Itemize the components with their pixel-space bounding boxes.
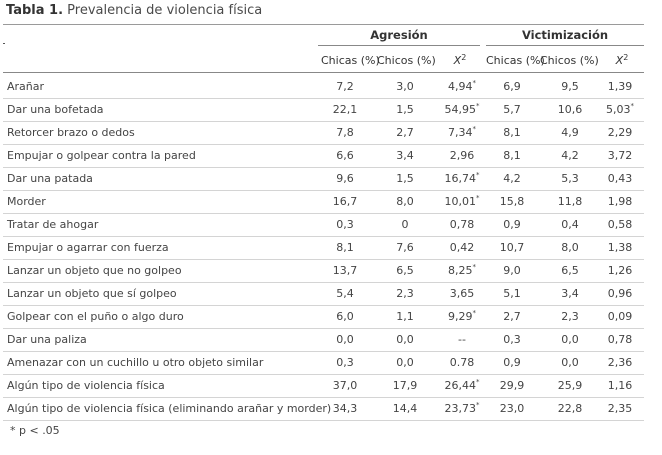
significance-marker: *: [630, 102, 634, 110]
table-cell: [487, 149, 537, 162]
cell-value: 1,16: [607, 379, 633, 392]
significance-marker: *: [476, 194, 480, 202]
cell-value: 0,9: [503, 356, 521, 369]
table-cell: [545, 103, 595, 116]
cell-value: 5,3: [561, 172, 579, 185]
significance-marker: *: [476, 102, 480, 110]
row-label: Lanzar un objeto que no golpeo: [7, 264, 182, 277]
cell-value: 5,03: [606, 103, 631, 116]
table-cell: [437, 126, 487, 139]
table-cell: [545, 149, 595, 162]
cell-value: 2,3: [396, 287, 414, 300]
table-cell: [380, 103, 430, 116]
significance-marker: *: [472, 309, 476, 317]
cell-value: 10,7: [499, 241, 525, 254]
cell-value: 0,78: [449, 218, 475, 231]
significance-marker: *: [476, 378, 480, 386]
table-cell: [320, 402, 370, 415]
table-cell: [437, 241, 487, 254]
table-cell: [600, 195, 640, 208]
cell-value: 0,0: [561, 333, 579, 346]
cell-value: 37,0: [332, 379, 358, 392]
cell-value: 5,4: [336, 287, 354, 300]
table-row: [3, 144, 644, 168]
table-row: [3, 75, 644, 99]
cell-value: 23,73: [444, 402, 476, 415]
table-cell: [545, 379, 595, 392]
col-header-agr-chicos: Chicos (%): [377, 54, 436, 67]
table-cell: [545, 356, 595, 369]
table-cell: [487, 264, 537, 277]
table-footnote: * p < .05: [10, 424, 60, 437]
top-rule: [3, 24, 644, 25]
cell-value: 3,65: [449, 287, 475, 300]
table-row: [3, 305, 644, 329]
cell-value: 0,3: [503, 333, 521, 346]
col-header-vic-chicos: Chicos (%): [540, 54, 599, 67]
cell-value: 6,0: [336, 310, 354, 323]
cell-value: 0,0: [561, 356, 579, 369]
table-cell: [380, 287, 430, 300]
table-cell: [545, 333, 595, 346]
table-cell: [380, 126, 430, 139]
table-cell: [487, 80, 537, 93]
table-cell: [437, 310, 487, 323]
table-row: [3, 351, 644, 375]
table-cell: [600, 310, 640, 323]
table-cell: [487, 287, 537, 300]
table-cell: [545, 287, 595, 300]
cell-value: 22,8: [557, 402, 583, 415]
table-cell: [320, 80, 370, 93]
table-cell: [600, 241, 640, 254]
significance-marker: *: [472, 125, 476, 133]
table-cell: [600, 287, 640, 300]
table-cell: [487, 172, 537, 185]
table-cell: [600, 356, 640, 369]
table-cell: [545, 402, 595, 415]
cell-value: 0,78: [607, 333, 633, 346]
row-label: Lanzar un objeto que sí golpeo: [7, 287, 177, 300]
chi-symbol: X: [615, 54, 624, 67]
table-cell: [437, 80, 487, 93]
row-label: Golpear con el puño o algo duro: [7, 310, 184, 323]
row-label: Tratar de ahogar: [7, 218, 99, 231]
group-rule-agresion: [318, 45, 480, 46]
table-cell: [380, 356, 430, 369]
cell-value: 1,1: [396, 310, 414, 323]
cell-value: 17,9: [392, 379, 418, 392]
cell-value: 7,2: [336, 80, 354, 93]
cell-value: 8,1: [336, 241, 354, 254]
row-label: Dar una paliza: [7, 333, 87, 346]
cell-value: 6,9: [503, 80, 521, 93]
table-cell: [487, 241, 537, 254]
table-cell: [437, 402, 487, 415]
table-row: [3, 374, 644, 398]
row-label: Algún tipo de violencia física (eliminando arañar y morder): [7, 402, 332, 415]
table-title: Prevalencia de violencia física: [63, 3, 263, 18]
table-cell: [437, 195, 487, 208]
table-cell: [600, 149, 640, 162]
cell-value: 15,8: [499, 195, 525, 208]
table-cell: [545, 126, 595, 139]
table-number: Tabla 1.: [6, 3, 64, 18]
cell-value: 54,95: [444, 103, 476, 116]
row-label: Dar una bofetada: [7, 103, 104, 116]
cell-value: 2,29: [607, 126, 633, 139]
table-cell: [600, 103, 640, 116]
chi-symbol: X: [453, 54, 462, 67]
cell-value: 1,5: [396, 172, 414, 185]
col-header-agr-chi2: [440, 54, 480, 67]
table-cell: [380, 310, 430, 323]
table-cell: [380, 149, 430, 162]
cell-value: 6,6: [336, 149, 354, 162]
table-cell: [437, 379, 487, 392]
table-cell: [600, 126, 640, 139]
chi-exponent: 2: [461, 53, 467, 62]
cell-value: 0,0: [396, 356, 414, 369]
cell-value: 8,1: [503, 126, 521, 139]
table-cell: [487, 103, 537, 116]
table-cell: [320, 264, 370, 277]
cell-value: 2,3: [561, 310, 579, 323]
table-cell: [545, 218, 595, 231]
cell-value: 9,5: [561, 80, 579, 93]
cell-value: 2,7: [503, 310, 521, 323]
cell-value: 1,26: [607, 264, 633, 277]
table-row: [3, 397, 644, 421]
table-row: [3, 167, 644, 191]
table-cell: [320, 172, 370, 185]
table-cell: [437, 356, 487, 369]
cell-value: 4,94: [448, 80, 473, 93]
cell-value: 7,34: [448, 126, 473, 139]
cell-value: 29,9: [499, 379, 525, 392]
table-cell: [437, 149, 487, 162]
row-label: Empujar o golpear contra la pared: [7, 149, 196, 162]
significance-marker: *: [476, 171, 480, 179]
col-header-vic-chi2: [603, 54, 641, 67]
col-header-agr-chicas: Chicas (%): [321, 54, 380, 67]
table-cell: [320, 126, 370, 139]
cell-value: 16,7: [332, 195, 358, 208]
cell-value: 0,9: [503, 218, 521, 231]
table-cell: [545, 172, 595, 185]
cell-value: 6,5: [396, 264, 414, 277]
cell-value: 0: [401, 218, 409, 231]
table-cell: [545, 195, 595, 208]
cell-value: 1,5: [396, 103, 414, 116]
significance-marker: *: [476, 401, 480, 409]
row-label: Dar una patada: [7, 172, 93, 185]
row-label: Retorcer brazo o dedos: [7, 126, 135, 139]
cell-value: 0,42: [449, 241, 475, 254]
table-cell: [545, 264, 595, 277]
cell-value: 8,1: [503, 149, 521, 162]
cell-value: 0.78: [449, 356, 475, 369]
cell-value: 8,0: [561, 241, 579, 254]
header-rule: [3, 72, 644, 73]
table-cell: [600, 80, 640, 93]
table-cell: [600, 379, 640, 392]
cell-value: 3,0: [396, 80, 414, 93]
cell-value: 34,3: [332, 402, 358, 415]
table-row: [3, 121, 644, 145]
cell-value: 0,96: [607, 287, 633, 300]
cell-value: 0,0: [336, 333, 354, 346]
cell-value: 0,3: [336, 218, 354, 231]
table-cell: [437, 172, 487, 185]
cell-value: 0,43: [607, 172, 633, 185]
cell-value: 10,6: [557, 103, 583, 116]
table-cell: [437, 333, 487, 346]
cell-value: 0,58: [607, 218, 633, 231]
table-row: [3, 213, 644, 237]
table-caption: [6, 3, 262, 18]
cell-value: 1,98: [607, 195, 633, 208]
table-cell: [320, 149, 370, 162]
cell-value: 4,9: [561, 126, 579, 139]
cell-value: 9,0: [503, 264, 521, 277]
table-cell: [545, 80, 595, 93]
cell-value: 6,5: [561, 264, 579, 277]
table-cell: [380, 80, 430, 93]
table-cell: [487, 310, 537, 323]
table-cell: [437, 103, 487, 116]
cell-value: 26,44: [444, 379, 476, 392]
table-cell: [487, 379, 537, 392]
row-label: Empujar o agarrar con fuerza: [7, 241, 169, 254]
table-cell: [487, 195, 537, 208]
cell-value: 0,0: [396, 333, 414, 346]
cell-value: 7,8: [336, 126, 354, 139]
cell-value: 5,7: [503, 103, 521, 116]
cell-value: 1,38: [607, 241, 633, 254]
table-cell: [320, 310, 370, 323]
cell-value: 3,4: [561, 287, 579, 300]
cell-value: 7,6: [396, 241, 414, 254]
table-row: [3, 282, 644, 306]
group-header-agresion: Agresión: [370, 28, 428, 42]
table-cell: [320, 356, 370, 369]
cell-value: 1,39: [607, 80, 633, 93]
cell-value: 2,7: [396, 126, 414, 139]
table-cell: [380, 172, 430, 185]
significance-marker: *: [472, 79, 476, 87]
cell-value: 2,36: [607, 356, 633, 369]
cell-value: 9,29: [448, 310, 473, 323]
cell-value: 8,0: [396, 195, 414, 208]
table-cell: [600, 402, 640, 415]
table-cell: [320, 103, 370, 116]
cell-value: 16,74: [444, 172, 476, 185]
row-label: Algún tipo de violencia física: [7, 379, 165, 392]
cell-value: 23,0: [499, 402, 525, 415]
table-cell: [437, 264, 487, 277]
row-label: Arañar: [7, 80, 45, 93]
table-cell: [600, 172, 640, 185]
table-cell: [600, 218, 640, 231]
cell-value: --: [458, 333, 466, 346]
table-row: [3, 98, 644, 122]
cell-value: 13,7: [332, 264, 358, 277]
table-row: [3, 259, 644, 283]
header-tick: [3, 43, 5, 44]
table-cell: [380, 218, 430, 231]
table-cell: [487, 218, 537, 231]
table-cell: [380, 333, 430, 346]
table-cell: [320, 333, 370, 346]
table-cell: [600, 333, 640, 346]
cell-value: 0,3: [336, 356, 354, 369]
cell-value: 0,09: [607, 310, 633, 323]
cell-value: 8,25: [448, 264, 473, 277]
table-row: [3, 236, 644, 260]
cell-value: 14,4: [392, 402, 418, 415]
cell-value: 2,96: [449, 149, 475, 162]
cell-value: 22,1: [332, 103, 358, 116]
table-cell: [437, 218, 487, 231]
cell-value: 11,8: [557, 195, 583, 208]
cell-value: 4,2: [561, 149, 579, 162]
chi-exponent: 2: [623, 53, 629, 62]
significance-marker: *: [472, 263, 476, 271]
cell-value: 5,1: [503, 287, 521, 300]
table-row: [3, 190, 644, 214]
cell-value: 3,4: [396, 149, 414, 162]
cell-value: 10,01: [444, 195, 476, 208]
table-cell: [380, 402, 430, 415]
table-cell: [487, 402, 537, 415]
table-cell: [487, 356, 537, 369]
cell-value: 25,9: [557, 379, 583, 392]
table-cell: [380, 264, 430, 277]
table-cell: [320, 287, 370, 300]
table-cell: [600, 264, 640, 277]
group-header-victimizacion: Victimización: [521, 28, 609, 42]
table-cell: [380, 195, 430, 208]
table-cell: [320, 195, 370, 208]
table-cell: [545, 310, 595, 323]
table-row: [3, 328, 644, 352]
table-cell: [437, 287, 487, 300]
cell-value: 3,72: [607, 149, 633, 162]
table-cell: [545, 241, 595, 254]
cell-value: 2,35: [607, 402, 633, 415]
table-cell: [487, 333, 537, 346]
col-header-vic-chicas: Chicas (%): [486, 54, 545, 67]
cell-value: 4,2: [503, 172, 521, 185]
table-cell: [320, 241, 370, 254]
table-cell: [487, 126, 537, 139]
table-cell: [320, 379, 370, 392]
table-cell: [380, 379, 430, 392]
row-label: Morder: [7, 195, 46, 208]
group-rule-victimizacion: [486, 45, 644, 46]
cell-value: 0,4: [561, 218, 579, 231]
cell-value: 9,6: [336, 172, 354, 185]
table-cell: [380, 241, 430, 254]
table-cell: [320, 218, 370, 231]
row-label: Amenazar con un cuchillo u otro objeto similar: [7, 356, 264, 369]
